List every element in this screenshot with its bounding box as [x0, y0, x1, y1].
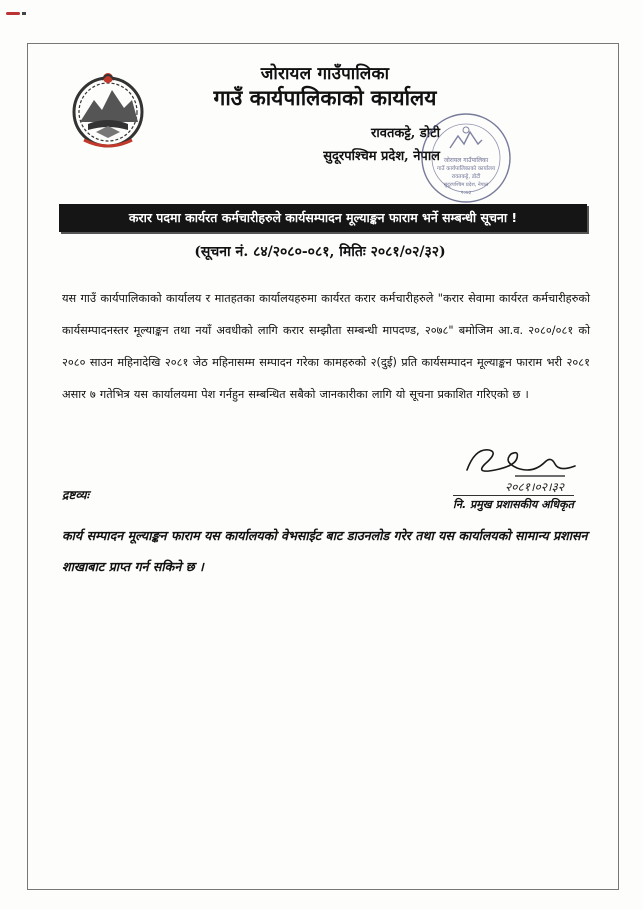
office-name: गाउँ कार्यपालिकाको कार्यालय [213, 85, 437, 110]
notice-number-date: (सूचना नं. ८४/२०८०-०८१, मितिः २०८१/०२/३२) [194, 244, 446, 260]
office-stamp-seal [418, 110, 514, 206]
address-line-2: सुदूरपश्चिम प्रदेश, नेपाल [323, 149, 440, 164]
office-address [260, 122, 440, 168]
note-text: कार्य सम्पादन मूल्याङ्कन फाराम यस कार्यालयको वेभसाईट बाट डाउनलोड गरेर तथा यस कार्यालयको सामान्य प्रशासन शाखाबाट प्राप्त गर्न सकिने छ । [62, 528, 588, 574]
signatory-title: नि. प्रमुख प्रशासकीय अधिकृत [453, 495, 574, 512]
notice-body: यस गाउँ कार्यपालिकाको कार्यालय र मातहतका कार्यालयहरुमा कार्यरत करार कर्मचारीहरुले "करार सेवामा कार्यरत कर्मचारीहरुको कार्यसम्पादनस्तर मूल्याङ्कन तथा नयाँ अवधीको लागि करार सम्झौता सम्बन्धी मापदण्ड, २०७८" बमोजिम आ.व. २०८०/०८१ को २०८० साउन महिनादेखि २०८१ जेठ महिनासम्म सम्पादन गरेका कामहरुको २(दुई) प्रति कार्यसम्पादन मूल्याङ्कन फाराम भरी २०८१ असार ७ गतेभित्र यस कार्यालयमा पेश गर्नहुन सम्बन्धित सबैको जानकारीका लागि यो सूचना प्रकाशित गरिएको छ । [62, 292, 590, 401]
office-header [180, 64, 470, 112]
notice-title-banner: करार पदमा कार्यरत कर्मचारीहरुले कार्यसम्पादन मूल्याङ्कन फाराम भर्ने सम्बन्धी सूचना ! [59, 204, 587, 232]
scan-artifact-dot [22, 12, 26, 15]
address-line-1: रावतकट्टे, डोटी [371, 126, 440, 141]
municipality-name: जोरायल गाउँपालिका [260, 64, 390, 84]
stamp-text-1: जोरायल गाउँपालिका [443, 157, 489, 164]
nepal-emblem-icon [66, 66, 150, 150]
scan-artifact-mark [6, 12, 20, 15]
stamp-text-3: रावतकट्टे, डोटी [451, 174, 481, 180]
note-label: द्रष्टव्यः [62, 488, 89, 502]
signature-date: २०८१।०२।३२ [505, 480, 565, 494]
stamp-text-5: २०७३ [460, 190, 472, 196]
stamp-text-4: सुदूरपश्चिम प्रदेश, नेपाल [443, 182, 489, 188]
stamp-text-2: गाउँ कार्यपालिकाको कार्यालय [436, 166, 496, 172]
